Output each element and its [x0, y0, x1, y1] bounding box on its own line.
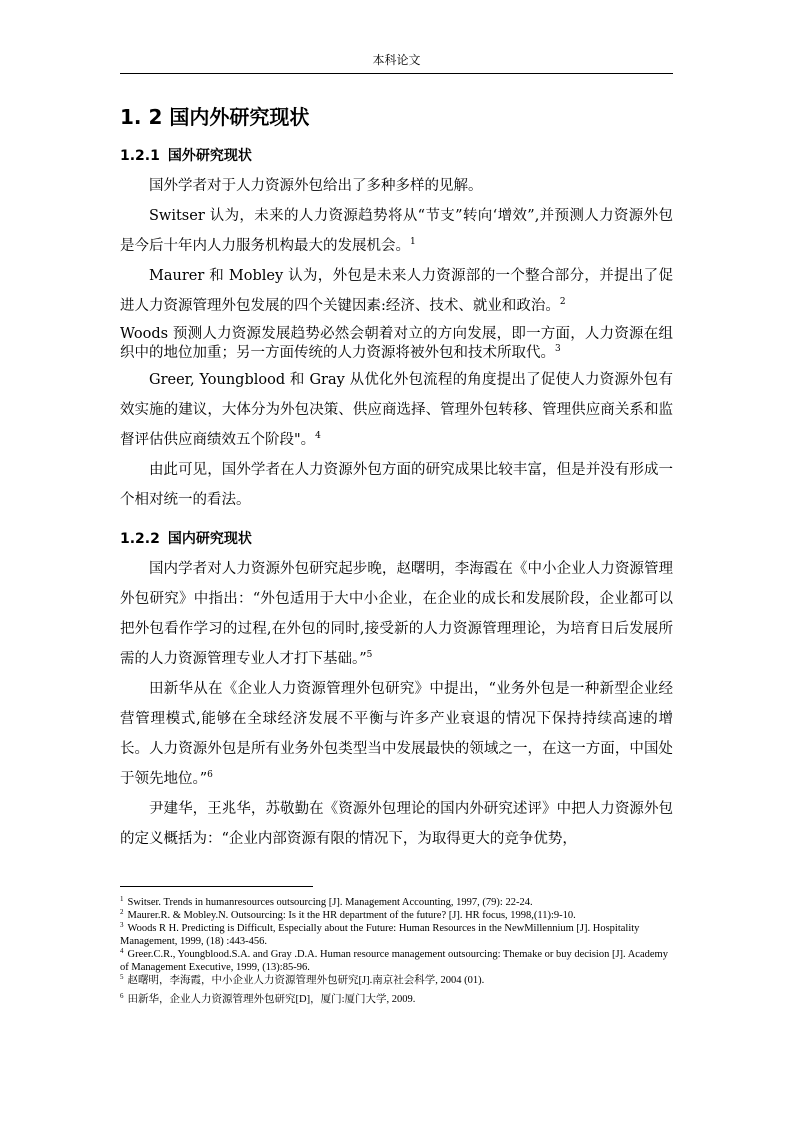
- running-header: 本科论文: [372, 53, 421, 67]
- footnote: $^5$ 赵曙明，李海霞，中小企业人力资源管理外包研究[J].南京社会科学, 2004 (01).: [120, 972, 485, 986]
- paragraph: 田新华从在《企业人力资源管理外包研究》中提出，“业务外包是一种新型企业经营管理模式,能够在全球经济发展不平衡与许多产业衰退的情况下保持持续高速的增长。人力资源外包是所有业务外包类型当中发展最快的领域之一，在这一方面，中国处于领先地位。”$^6$: [120, 681, 673, 787]
- paragraph: 由此可见，国外学者在人力资源外包方面的研究成果比较丰富，但是并没有形成一个相对统一的看法。: [120, 462, 673, 508]
- footnote: $^4$ Greer.C.R., Youngblood.S.A. and Gray .D.A. Human resource management outsourcing: Themake or buy decision [J]. Academy of Management Executive, 1999, (13):85-96.: [120, 946, 668, 973]
- subsection-title: 国内研究现状: [167, 531, 252, 547]
- footnote-ref: 4: [315, 431, 321, 442]
- footnote-ref: 2: [559, 297, 566, 308]
- subsection-heading-domestic: [120, 529, 252, 549]
- domestic-research-body: [120, 554, 673, 854]
- section-number: 1. 2: [120, 105, 163, 129]
- footnote-ref: 1: [410, 237, 416, 248]
- footnote: $^2$ Maurer.R. & Mobley.N. Outsourcing: Is it the HR department of the future? [J]. HR focus, 1998,(11):9-10.: [120, 907, 576, 921]
- paragraph: 国内学者对人力资源外包研究起步晚，赵曙明，李海霞在《中小企业人力资源管理外包研究》中指出：“外包适用于大中小企业，在企业的成长和发展阶段，企业都可以把外包看作学习的过程,在外包的同时,接受新的人力资源管理理论，为培育日后发展所需的人力资源管理专业人才打下基础。”$^5$: [120, 561, 673, 667]
- foreign-research-body: [120, 171, 673, 515]
- paragraph: Woods 预测人力资源发展趋势必然会朝着对立的方向发展，即一方面，人力资源在组织中的地位加重；另一方面传统的人力资源将被外包和技术所取代。$^3$: [120, 326, 673, 361]
- paragraph: Switser 认为，未来的人力资源趋势将从“节支”转向‘增效”,并预测人力资源外包是今后十年内人力服务机构最大的发展机会。$^1$: [120, 208, 673, 254]
- paragraph: Greer, Youngblood 和 Gray 从优化外包流程的角度提出了促使人力资源外包有效实施的建议，大体分为外包决策、供应商选择、管理外包转移、管理供应商关系和监督评估供应商绩效五个阶段"。$^4$: [120, 372, 673, 448]
- footnote-ref: 3: [555, 344, 561, 355]
- subsection-number: 1.2.2: [120, 531, 160, 547]
- subsection-heading-foreign: [120, 146, 252, 166]
- footnote-ref: 5: [366, 650, 373, 661]
- footnote: $^6$ 田新华，企业人力资源管理外包研究[D]，厦门:厦门大学, 2009.: [120, 991, 416, 1005]
- section-heading: [120, 104, 309, 130]
- header-rule: [120, 73, 673, 74]
- subsection-title: 国外研究现状: [167, 148, 252, 164]
- footnote-ref: 6: [207, 770, 213, 781]
- paragraph: Maurer 和 Mobley 认为，外包是未来人力资源部的一个整合部分，并提出了促进人力资源管理外包发展的四个关键因素:经济、技术、就业和政治。$^2$: [120, 268, 673, 314]
- footnote: $^1$ Switser. Trends in humanresources outsourcing [J]. Management Accounting, 1997, (79): 22-24.: [120, 894, 533, 908]
- section-title: 国内外研究现状: [169, 105, 310, 129]
- footnotes: [120, 896, 673, 1006]
- footnote-separator: [120, 886, 313, 887]
- paragraph: 国外学者对于人力资源外包给出了多种多样的见解。: [149, 178, 483, 194]
- subsection-number: 1.2.1: [120, 148, 160, 164]
- footnote: $^3$ Woods R H. Predicting is Difficult, Especially about the Future: Human Resources in the NewMillennium [J]. Hospitality Management, 1999, (18) :443-456.: [120, 920, 640, 947]
- paragraph: 尹建华，王兆华，苏敬勤在《资源外包理论的国内外研究述评》中把人力资源外包的定义概括为：“企业内部资源有限的情况下，为取得更大的竞争优势，: [120, 801, 673, 847]
